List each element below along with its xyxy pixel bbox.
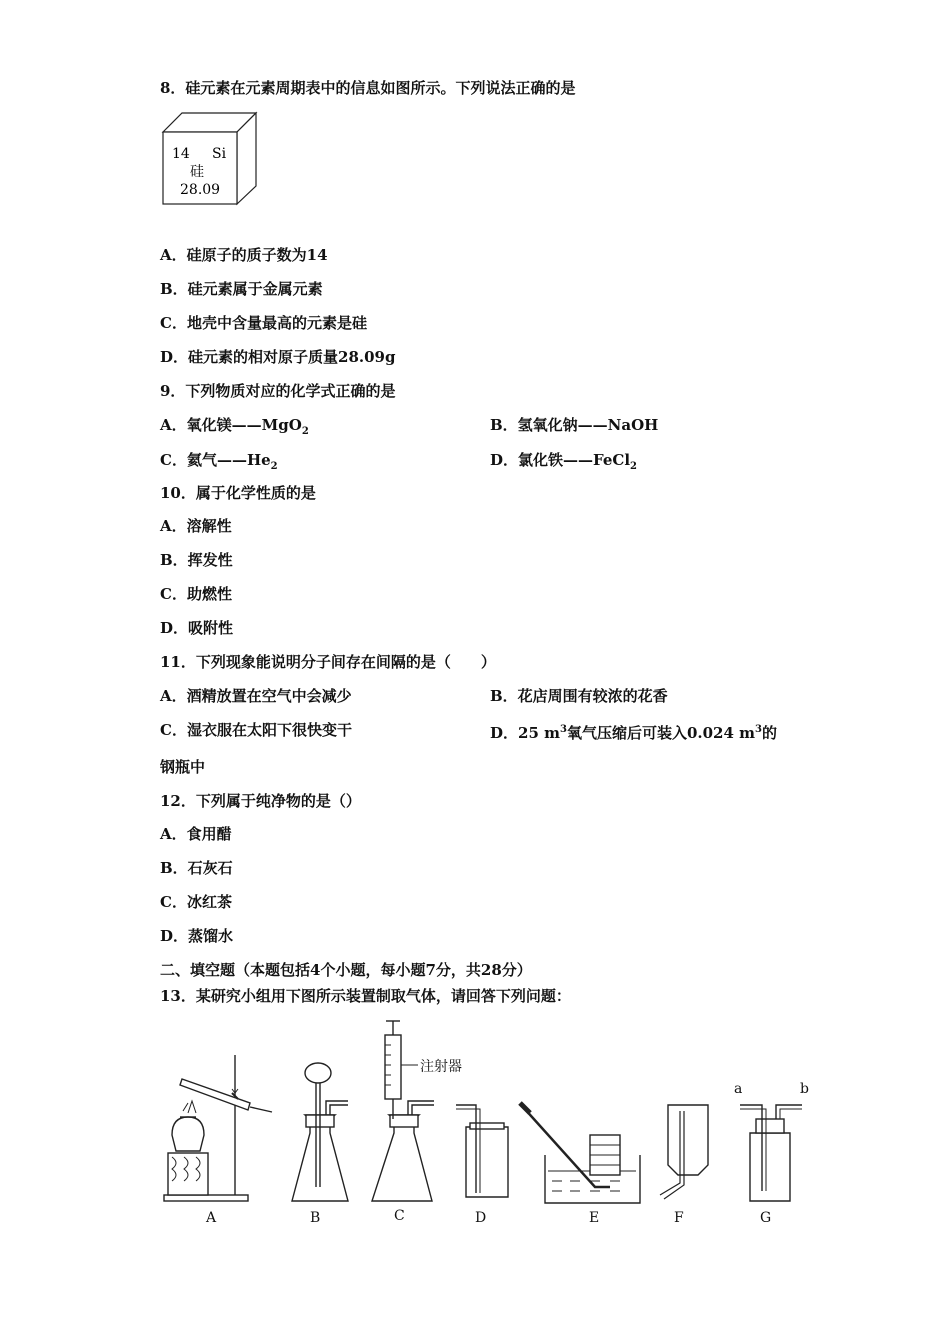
q9-option-c: C．氦气$——He_2$ [160, 451, 278, 472]
q10-option-a: A．溶解性 [160, 517, 232, 535]
apparatus-label-f: F [674, 1210, 684, 1226]
q8-option-c: C．地壳中含量最高的元素是硅 [160, 314, 367, 332]
q11-option-c: C．湿衣服在太阳下很快变干 [160, 721, 352, 739]
q11-option-b: B．花店周围有较浓的花香 [490, 687, 668, 705]
apparatus-e [520, 1103, 640, 1203]
element-symbol: Si [212, 146, 227, 162]
q11-stem: 11．下列现象能说明分子间存在间隔的是（ ） [160, 653, 496, 671]
apparatus-label-a: A [206, 1210, 217, 1226]
q12-option-a: A．食用醋 [160, 825, 232, 843]
q10-option-d: D．吸附性 [160, 619, 234, 637]
apparatus-b [292, 1063, 348, 1201]
apparatus-label-d: D [475, 1210, 487, 1226]
q8-option-d: D．硅元素的相对原子质量28.09g [160, 348, 396, 366]
syringe-label: 注射器 [420, 1059, 462, 1075]
apparatus-label-b: B [310, 1210, 321, 1226]
apparatus-c [372, 1021, 434, 1201]
q9-option-a: A．氧化镁——MgO$_2$ [160, 416, 309, 437]
element-tile-figure [160, 110, 260, 208]
element-name: 硅 [190, 164, 204, 180]
element-mass: 28.09 [180, 182, 221, 198]
port-a-label: a [734, 1081, 743, 1097]
element-number: 14 [172, 146, 190, 162]
apparatus-figure [150, 1015, 830, 1215]
q11-option-d: D．25 $m^3$氧气压缩后可装入0.024 $m^3$的 [490, 724, 778, 742]
apparatus-a [164, 1055, 272, 1201]
apparatus-f [660, 1105, 708, 1199]
q12-option-b: B．石灰石 [160, 859, 233, 877]
q12-option-c: C．冰红茶 [160, 893, 232, 911]
q8-stem: 8．硅元素在元素周期表中的信息如图所示。下列说法正确的是 [160, 79, 576, 97]
apparatus-label-g: G [760, 1210, 772, 1226]
q8-option-b: B．硅元素属于金属元素 [160, 280, 323, 298]
q8-option-a: A．硅原子的质子数为14 [160, 246, 328, 264]
q12-stem: 12．下列属于纯净物的是（） [160, 792, 361, 810]
port-b-label: b [800, 1081, 809, 1097]
q9-stem: 9．下列物质对应的化学式正确的是 [160, 382, 396, 400]
q11-option-a: A．酒精放置在空气中会减少 [160, 687, 352, 705]
section-heading: 二、填空题（本题包括4个小题，每小题7分，共28分） [160, 961, 532, 979]
q11-option-d-continued: 钢瓶中 [160, 758, 206, 776]
q9-option-b: B．氢氧化钠——NaOH [490, 416, 659, 434]
q9-option-d: D．氯化铁——FeCl$_2$ [490, 451, 637, 472]
q10-stem: 10．属于化学性质的是 [160, 484, 316, 502]
q13-stem: 13．某研究小组用下图所示装置制取气体，请回答下列问题： [160, 987, 571, 1005]
q12-option-d: D．蒸馏水 [160, 927, 234, 945]
q10-option-c: C．助燃性 [160, 585, 232, 603]
apparatus-g [740, 1105, 802, 1201]
apparatus-d [456, 1105, 508, 1197]
q10-option-b: B．挥发性 [160, 551, 233, 569]
apparatus-label-c: C [394, 1208, 405, 1224]
apparatus-label-e: E [589, 1210, 600, 1226]
